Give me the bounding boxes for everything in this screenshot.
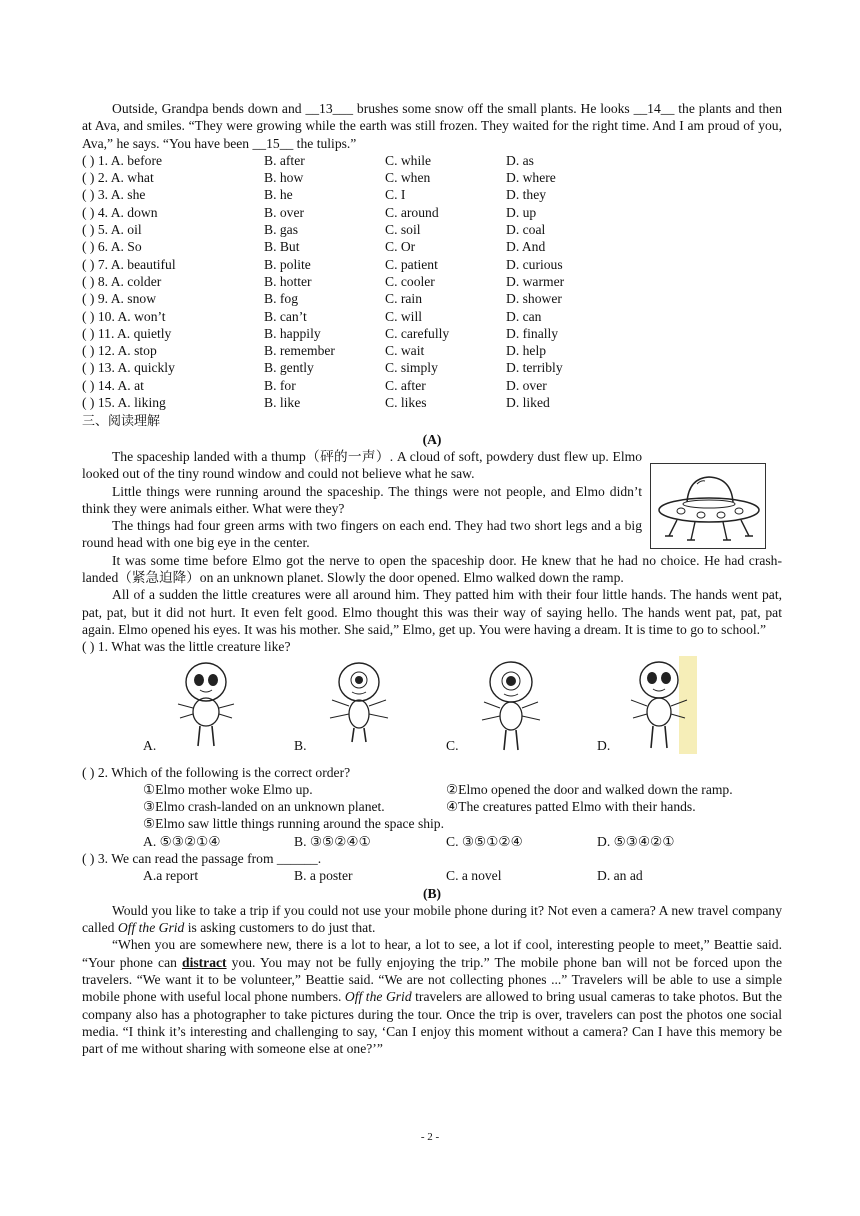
cloze-option: ( ) 2. A. what <box>82 170 154 186</box>
cloze-option: D. coal <box>506 222 546 238</box>
cloze-option: ( ) 4. A. down <box>82 204 158 220</box>
cloze-option: B. fog <box>264 291 298 307</box>
cloze-option: C. soil <box>385 222 421 238</box>
creature-option-c-image <box>466 656 556 754</box>
cloze-option: D. curious <box>506 256 563 272</box>
cloze-option: C. Or <box>385 239 416 255</box>
keyword-distract: distract <box>182 954 227 970</box>
cloze-option: C. will <box>385 308 423 324</box>
cloze-option: B. hotter <box>264 273 312 289</box>
option: D. an ad <box>597 868 643 884</box>
cloze-option: C. wait <box>385 343 425 359</box>
passage-a-title: (A) <box>422 431 442 447</box>
cloze-option: C. likes <box>385 395 427 411</box>
cloze-option: ( ) 1. A. before <box>82 152 163 168</box>
option: C. a novel <box>446 868 502 884</box>
cloze-option: C. rain <box>385 291 422 307</box>
order-event: ③Elmo crash-landed on an unknown planet. <box>143 799 385 815</box>
passage-a-paragraph: Little things were running around the spaceship. The things were not people, and Elmo didn’t think they were animals either. What were they? <box>82 483 642 516</box>
order-event: ④The creatures patted Elmo with their hands. <box>446 799 696 815</box>
passage-a-paragraph: All of a sudden the little creatures were all around him. They patted him with their four little hands. The hands went pat, pat, pat, but it did not hurt. It even felt good. Elmo thought this was their way of saying hello. The hands went pat, pat, pat again. Elmo opened his eyes. It was his mother. She said,” Elmo, get up. You were having a dream. It is time to go to school.” <box>82 587 782 637</box>
creature-option-a-image <box>162 656 252 754</box>
cloze-option-row <box>82 221 782 238</box>
cloze-option: B. polite <box>264 256 311 272</box>
passage-a-paragraph: It was some time before Elmo got the nerve to open the spaceship door. He knew that he had no choice. He had crash-landed（紧急迫降）on an unknown planet. Slowly the door opened. Elmo walked down the ramp. <box>82 552 782 586</box>
option: B. a poster <box>294 868 353 884</box>
order-events-row <box>82 781 782 798</box>
question-a1: ( ) 1. What was the little creature like? <box>82 639 291 655</box>
creature-options <box>82 656 782 764</box>
cloze-option: ( ) 11. A. quietly <box>82 325 172 341</box>
cloze-option: B. can’t <box>264 308 307 324</box>
worksheet-page <box>82 100 782 1058</box>
cloze-option: C. when <box>385 170 431 186</box>
spaceship-image <box>650 463 766 549</box>
order-events-row <box>82 798 782 815</box>
cloze-option: C. cooler <box>385 273 435 289</box>
cloze-option-row <box>82 256 782 273</box>
cloze-option-row <box>82 186 782 203</box>
section-heading: 三、阅读理解 <box>82 414 161 430</box>
cloze-options-list <box>82 152 782 411</box>
cloze-option-row <box>82 342 782 359</box>
cloze-option-row <box>82 204 782 221</box>
cloze-option-row <box>82 325 782 342</box>
question-a3-options <box>82 867 782 884</box>
cloze-option: B. remember <box>264 343 335 359</box>
cloze-option: B. how <box>264 170 304 186</box>
cloze-option-row <box>82 152 782 169</box>
cloze-option: B. after <box>264 152 305 168</box>
cloze-option: B. gently <box>264 360 314 376</box>
order-event: ②Elmo opened the door and walked down the ramp. <box>446 781 733 797</box>
cloze-option: B. gas <box>264 222 298 238</box>
cloze-option: C. around <box>385 204 439 220</box>
creature-option-c-label: C. <box>446 737 459 753</box>
creature-option-b-image <box>314 656 404 754</box>
option: D. ⑤③④②① <box>597 833 675 849</box>
cloze-option: D. they <box>506 187 547 203</box>
passage-b-paragraph: “When you are somewhere new, there is a lot to hear, a lot to see, a lot if cool, interesting people to meet,” Beattie said. “Your phone can distract you. You may not be fully enjoying the trip.” The mobile phone ban will not be forced upon the travelers. “We want it to be volunteer,” Beattie said. “We are not collecting phones ...” Travelers will be able to use a simple mobile phone with useful local phone numbers. Off the Grid travelers are allowed to bring usual cameras to take photos. But the company also has a photographer to take pictures during the tour. Once the trip is over, travelers can post the photos one social media. “I think it’s interesting and challenging to say, ‘Can I enjoy this moment without a camera? Can I have this memory be part of me without sharing with someone else at one?’” <box>82 937 782 1057</box>
cloze-option: D. warmer <box>506 273 565 289</box>
cloze-option: B. But <box>264 239 300 255</box>
cloze-option-row <box>82 290 782 307</box>
cloze-option-row <box>82 169 782 186</box>
cloze-option: C. simply <box>385 360 438 376</box>
cloze-option: C. after <box>385 377 426 393</box>
passage-a-wrap-top <box>82 448 642 517</box>
cloze-option: ( ) 15. A. liking <box>82 395 166 411</box>
cloze-option: B. like <box>264 395 301 411</box>
cloze-option-row <box>82 238 782 255</box>
question-a3: ( ) 3. We can read the passage from ______. <box>82 850 322 866</box>
cloze-option-row <box>82 377 782 394</box>
creature-option-b-label: B. <box>294 737 307 753</box>
cloze-option: B. he <box>264 187 293 203</box>
cloze-option: ( ) 9. A. snow <box>82 291 157 307</box>
option: B. ③⑤②④① <box>294 833 371 849</box>
passage-b-title: (B) <box>422 885 442 901</box>
cloze-option: D. liked <box>506 395 550 411</box>
cloze-option: D. shower <box>506 291 562 307</box>
cloze-option-row <box>82 273 782 290</box>
cloze-option: C. while <box>385 152 432 168</box>
cloze-option: D. finally <box>506 325 559 341</box>
cloze-option: ( ) 5. A. oil <box>82 222 142 238</box>
cloze-option: ( ) 10. A. won’t <box>82 308 166 324</box>
cloze-option: ( ) 12. A. stop <box>82 343 157 359</box>
page-number: - 2 - <box>420 1131 440 1143</box>
cloze-option: D. where <box>506 170 556 186</box>
cloze-option: ( ) 14. A. at <box>82 377 144 393</box>
order-events-row <box>82 815 782 832</box>
cloze-option: ( ) 13. A. quickly <box>82 360 175 376</box>
cloze-option: C. I <box>385 187 406 203</box>
cloze-option-row <box>82 394 782 411</box>
cloze-option: B. for <box>264 377 296 393</box>
cloze-option: D. over <box>506 377 547 393</box>
question-a2-options <box>82 833 782 850</box>
passage-a-paragraph: The spaceship landed with a thump（砰的一声）. A cloud of soft, powdery dust flew up. Elmo looked out of the tiny round window and could not believe what he saw. <box>82 448 642 482</box>
cloze-option: D. can <box>506 308 542 324</box>
cloze-option: ( ) 7. A. beautiful <box>82 256 176 272</box>
creature-option-d-label: D. <box>597 737 611 753</box>
cloze-option: C. patient <box>385 256 438 272</box>
passage-a-paragraph: The things had four green arms with two fingers on each end. They had two short legs and a big round head with one big eye in the center. <box>82 518 642 551</box>
option: C. ③⑤①②④ <box>446 833 523 849</box>
passage-b-paragraph: Would you like to take a trip if you could not use your mobile phone during it? Not even a camera? A new travel company called Off the Grid is asking customers to do just that. <box>82 902 782 936</box>
intro-paragraph: Outside, Grandpa bends down and __13___ brushes some snow off the small plants. He looks __14__ the plants and then at Ava, and smiles. “They were growing while the earth was still frozen. They waited for the right time. And I am proud of you, Ava,” he says. “You have been __15__ the tulips.” <box>82 101 782 151</box>
cloze-option: D. help <box>506 343 547 359</box>
cloze-option: D. as <box>506 152 534 168</box>
option: A. ⑤③②①④ <box>143 833 221 849</box>
order-event: ①Elmo mother woke Elmo up. <box>143 781 313 797</box>
cloze-option: B. over <box>264 204 305 220</box>
question-a2: ( ) 2. Which of the following is the correct order? <box>82 764 351 780</box>
cloze-option: ( ) 6. A. So <box>82 239 142 255</box>
cloze-option-row <box>82 308 782 325</box>
creature-option-a-label: A. <box>143 737 157 753</box>
cloze-option: ( ) 3. A. she <box>82 187 146 203</box>
cloze-option: ( ) 8. A. colder <box>82 273 162 289</box>
order-event: ⑤Elmo saw little things running around the space ship. <box>143 816 445 832</box>
option: A.a report <box>143 868 199 884</box>
cloze-option-row <box>82 359 782 376</box>
cloze-option: D. terribly <box>506 360 563 376</box>
cloze-option: D. up <box>506 204 537 220</box>
cloze-option: B. happily <box>264 325 321 341</box>
cloze-option: D. And <box>506 239 546 255</box>
cloze-option: C. carefully <box>385 325 450 341</box>
creature-option-d-image <box>617 656 707 754</box>
